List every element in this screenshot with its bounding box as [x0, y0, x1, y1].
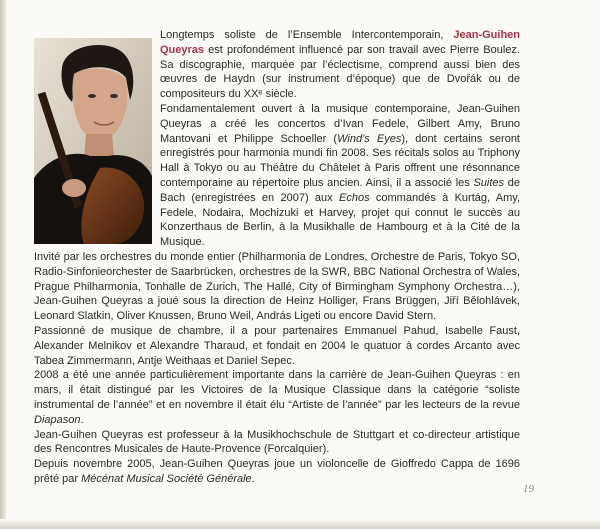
magazine-title: Diapason	[34, 413, 81, 426]
bio-paragraph-1	[160, 28, 520, 102]
work-title: Wind’s Eyes	[337, 132, 402, 145]
work-title: Suites	[473, 176, 505, 189]
bio-text-run: commandés à Kurtág, Amy, Fedele, Nodaira, Mochizuki et Harvey, projet qui connut le succès au Konzerthaus de Berlin, à la Musikhalle de Hambourg et à la Cité de la Musique.	[160, 191, 521, 249]
scan-edge	[0, 0, 6, 529]
bio-paragraph-4: Passionné de musique de chambre, il a pour partenaires Emmanuel Pahud, Isabelle Faust, Alexander Melnikov et Alexandre Tharaud, et fondait en 2004 le quatuor à cordes Arcanto avec Tabea Zimmermann, Antje Weithaas et Daniel Sepec.	[34, 324, 520, 367]
page-number: 19	[523, 483, 534, 495]
bio-text-run: ), dont certains seront enregistrés pour harmonia mundi fin 2008. Ses récitals solos au Triphony Hall à Tokyo ou au Théâtre du Châtelet à Paris offrent une résonnance contemporaine au répertoire plus ancien. Ainsi, il a associé les	[160, 132, 520, 189]
work-title: Echos	[339, 191, 370, 204]
patron-name: Mécénat Musical Société Générale	[81, 472, 252, 485]
bio-paragraph-6: Jean-Guihen Queyras est professeur à la Musikhochschule de Stuttgart et co-directeur artistique des Rencontres Musicales de Haute-Provence (Forcalquier).	[34, 428, 520, 456]
biography-text	[34, 28, 520, 487]
bio-paragraph-5	[34, 368, 520, 427]
booklet-page	[34, 28, 520, 498]
bio-paragraph-7	[34, 457, 520, 487]
bio-text-run: .	[251, 472, 255, 485]
bio-text-run: Longtemps soliste de l’Ensemble Intercontemporain,	[160, 29, 454, 41]
bio-text-run: Fondamentalement ouvert à la musique contemporaine, Jean-Guihen Queyras a créé les concertos d’Ivan Fedele, Gilbert Amy, Bruno Mantovani et Philippe Schoeller (	[160, 102, 520, 145]
bio-text-run: de Bach (enregistrées en 2007) aux	[160, 176, 520, 204]
bio-text-run: .	[80, 413, 84, 426]
bio-paragraph-2	[160, 102, 520, 250]
bio-text-run: est profondément influencé par son travail avec Pierre Boulez. Sa discographie, marquée par l’éclectisme, comprend aussi bien des œuvres de Haydn (sur instrument d’époque) que de Dvořák ou de compositeurs du XXᵉ siècle.	[160, 43, 520, 101]
bio-text-run: Depuis novembre 2005, Jean-Guihen Queyras joue un violoncelle de Gioffredo Cappa de 1696 prêté par	[34, 458, 520, 485]
artist-name: Jean-Guihen Queyras	[160, 29, 520, 56]
bio-paragraph-3: Invité par les orchestres du monde entier (Philharmonia de Londres, Orchestre de Paris, Tokyo SO, Radio-Sinfonieorchester de Saarbrücken, orchestres de la SWR, BBC National Orchestra of Wales, Prague Philharmonia, Tonhalle de Zurich, The Hallé, City of Birmingham Symphony Orchestra…), Jean-Guihen Queyras a joué sous la direction de Heinz Holliger, Frans Brüggen, Jiří Bělohlávek, Leonard Slatkin, Oliver Knussen, Bruno Weil, András Ligeti ou encore David Stern.	[34, 250, 520, 323]
bio-text-run: 2008 a été une année particulièrement importante dans la carrière de Jean-Guihen Queyras : en mars, il était distingué par les Victoires de la Musique Classique dans la catégorie “soliste instrumental de l’année” et en novembre il était élu “Artiste de l’année” par les lecteurs de la revue	[34, 369, 520, 411]
scan-shadow	[0, 519, 600, 529]
